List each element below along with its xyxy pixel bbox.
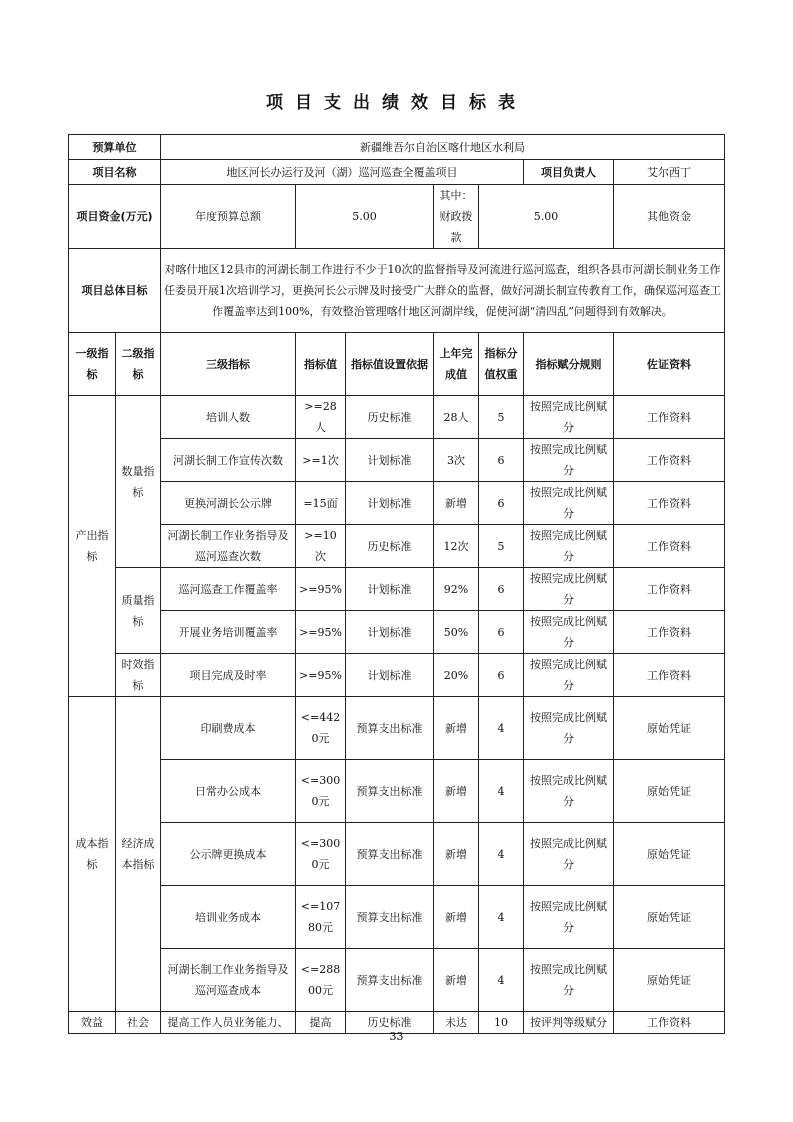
page-number: 33 <box>389 1030 404 1043</box>
indicator-name: 河湖长制工作业务指导及巡河巡查成本 <box>161 949 296 1012</box>
fiscal-funds-value: 5.00 <box>479 185 614 249</box>
indicator-last: 新增 <box>434 697 479 760</box>
indicator-evidence: 工作资料 <box>614 439 725 482</box>
annual-budget-label: 年度预算总额 <box>161 185 296 249</box>
indicator-basis: 历史标准 <box>346 525 434 568</box>
table-row <box>69 525 725 568</box>
indicator-last: 新增 <box>434 949 479 1012</box>
indicator-last: 未达 <box>434 1012 479 1034</box>
indicator-rule: 按照完成比例赋分 <box>524 654 614 697</box>
table-row <box>69 823 725 886</box>
page-title: 项目支出绩效目标表 <box>266 93 527 113</box>
indicator-evidence: 工作资料 <box>614 611 725 654</box>
indicator-value: =15面 <box>296 482 346 525</box>
budget-unit-label: 预算单位 <box>69 135 161 160</box>
table-row <box>69 654 725 697</box>
indicator-weight: 5 <box>479 396 524 439</box>
header-basis: 指标值设置依据 <box>346 333 434 396</box>
other-funds-label: 其他资金 <box>614 185 725 249</box>
overall-goal-label: 项目总体目标 <box>69 249 161 333</box>
indicator-rule: 按照完成比例赋分 <box>524 396 614 439</box>
indicator-basis: 计划标准 <box>346 482 434 525</box>
level2-cell: 经济成本指标 <box>116 697 161 1012</box>
indicator-evidence: 工作资料 <box>614 568 725 611</box>
indicator-basis: 计划标准 <box>346 568 434 611</box>
indicator-value: <=10780元 <box>296 886 346 949</box>
indicator-name: 公示牌更换成本 <box>161 823 296 886</box>
indicator-rule: 按照完成比例赋分 <box>524 949 614 1012</box>
indicator-basis: 计划标准 <box>346 654 434 697</box>
indicator-rule: 按照完成比例赋分 <box>524 697 614 760</box>
indicator-rule: 按评判等级赋分 <box>524 1012 614 1034</box>
indicator-last: 92% <box>434 568 479 611</box>
header-evidence: 佐证资料 <box>614 333 725 396</box>
header-last-year: 上年完成值 <box>434 333 479 396</box>
indicator-evidence: 原始凭证 <box>614 823 725 886</box>
indicator-evidence: 原始凭证 <box>614 697 725 760</box>
budget-unit-value: 新疆维吾尔自治区喀什地区水利局 <box>161 135 725 160</box>
level2-cell: 数量指标 <box>116 396 161 568</box>
indicator-evidence: 工作资料 <box>614 1012 725 1034</box>
indicator-evidence: 工作资料 <box>614 654 725 697</box>
indicator-last: 20% <box>434 654 479 697</box>
indicator-basis: 预算支出标准 <box>346 760 434 823</box>
indicator-evidence: 工作资料 <box>614 396 725 439</box>
indicator-evidence: 工作资料 <box>614 482 725 525</box>
header-value: 指标值 <box>296 333 346 396</box>
indicator-rule: 按照完成比例赋分 <box>524 568 614 611</box>
header-level3: 三级指标 <box>161 333 296 396</box>
level2-cell: 质量指标 <box>116 568 161 654</box>
table-row <box>69 482 725 525</box>
indicator-basis: 历史标准 <box>346 396 434 439</box>
indicator-evidence: 原始凭证 <box>614 886 725 949</box>
indicator-weight: 6 <box>479 654 524 697</box>
annual-budget-value: 5.00 <box>296 185 434 249</box>
table-row <box>69 396 725 439</box>
indicator-weight: 4 <box>479 823 524 886</box>
indicator-name: 培训业务成本 <box>161 886 296 949</box>
indicator-evidence: 原始凭证 <box>614 760 725 823</box>
indicator-last: 新增 <box>434 482 479 525</box>
table-row <box>69 611 725 654</box>
level1-cell: 效益 <box>69 1012 116 1034</box>
level1-cell: 产出指标 <box>69 396 116 697</box>
indicator-last: 新增 <box>434 823 479 886</box>
indicator-basis: 预算支出标准 <box>346 697 434 760</box>
indicator-rule: 按照完成比例赋分 <box>524 886 614 949</box>
indicator-value: >=1次 <box>296 439 346 482</box>
level2-cell: 社会 <box>116 1012 161 1034</box>
indicator-weight: 4 <box>479 697 524 760</box>
indicator-evidence: 工作资料 <box>614 525 725 568</box>
table-row <box>69 886 725 949</box>
indicator-name: 日常办公成本 <box>161 760 296 823</box>
indicator-weight: 6 <box>479 568 524 611</box>
indicator-evidence: 原始凭证 <box>614 949 725 1012</box>
project-funds-label: 项目资金(万元) <box>69 185 161 249</box>
indicator-last: 12次 <box>434 525 479 568</box>
indicator-value: >=95% <box>296 611 346 654</box>
indicator-rule: 按照完成比例赋分 <box>524 439 614 482</box>
table-row <box>69 697 725 760</box>
level2-cell: 时效指标 <box>116 654 161 697</box>
table-row <box>69 760 725 823</box>
indicator-weight: 4 <box>479 949 524 1012</box>
indicator-value: <=28800元 <box>296 949 346 1012</box>
indicator-value: <=4420元 <box>296 697 346 760</box>
indicator-name: 更换河湖长公示牌 <box>161 482 296 525</box>
indicator-weight: 6 <box>479 482 524 525</box>
project-name-label: 项目名称 <box>69 160 161 185</box>
fiscal-funds-label: 其中：财政拨款 <box>434 185 479 249</box>
indicator-weight: 10 <box>479 1012 524 1034</box>
indicator-value: <=3000元 <box>296 823 346 886</box>
indicator-rule: 按照完成比例赋分 <box>524 823 614 886</box>
indicator-basis: 预算支出标准 <box>346 949 434 1012</box>
indicator-value: >=10次 <box>296 525 346 568</box>
indicator-basis: 历史标准 <box>346 1012 434 1034</box>
header-rule: 指标赋分规则 <box>524 333 614 396</box>
indicator-name: 河湖长制工作业务指导及巡河巡查次数 <box>161 525 296 568</box>
indicator-name: 河湖长制工作宣传次数 <box>161 439 296 482</box>
indicator-rule: 按照完成比例赋分 <box>524 525 614 568</box>
indicator-rule: 按照完成比例赋分 <box>524 760 614 823</box>
table-row <box>69 439 725 482</box>
indicator-last: 28人 <box>434 396 479 439</box>
indicator-basis: 预算支出标准 <box>346 886 434 949</box>
indicator-weight: 5 <box>479 525 524 568</box>
indicator-value: >=28人 <box>296 396 346 439</box>
indicator-name: 开展业务培训覆盖率 <box>161 611 296 654</box>
indicator-basis: 预算支出标准 <box>346 823 434 886</box>
indicator-weight: 4 <box>479 886 524 949</box>
project-leader-label: 项目负责人 <box>524 160 614 185</box>
header-level2: 二级指标 <box>116 333 161 396</box>
indicator-value: >=95% <box>296 568 346 611</box>
indicator-name: 培训人数 <box>161 396 296 439</box>
overall-goal-text: 对喀什地区12县市的河湖长制工作进行不少于10次的监督指导及河流进行巡河巡查，组织各县市河湖长制业务工作任委员开展1次培训学习，更换河长公示牌及时接受广大群众的监督，做好河湖长制宣传教育工作，确保巡河巡查工作覆盖率达到100%，有效整治管理喀什地区河湖岸线，促使河湖“清四乱”问题得到有效解决。 <box>161 249 725 333</box>
table-row <box>69 568 725 611</box>
project-name-value: 地区河长办运行及河（湖）巡河巡查全覆盖项目 <box>161 160 524 185</box>
indicator-value: <=3000元 <box>296 760 346 823</box>
indicator-weight: 6 <box>479 611 524 654</box>
performance-target-table <box>68 134 725 1034</box>
indicator-last: 新增 <box>434 760 479 823</box>
indicator-rule: 按照完成比例赋分 <box>524 482 614 525</box>
indicator-name: 提高工作人员业务能力、 <box>161 1012 296 1034</box>
indicator-last: 新增 <box>434 886 479 949</box>
table-row <box>69 949 725 1012</box>
indicator-weight: 4 <box>479 760 524 823</box>
indicator-weight: 6 <box>479 439 524 482</box>
indicator-last: 3次 <box>434 439 479 482</box>
project-leader-value: 艾尔西丁 <box>614 160 725 185</box>
indicator-name: 项目完成及时率 <box>161 654 296 697</box>
indicator-last: 50% <box>434 611 479 654</box>
header-level1: 一级指标 <box>69 333 116 396</box>
header-weight: 指标分值权重 <box>479 333 524 396</box>
indicator-rule: 按照完成比例赋分 <box>524 611 614 654</box>
indicator-name: 印刷费成本 <box>161 697 296 760</box>
indicator-value: 提高 <box>296 1012 346 1034</box>
level1-cell: 成本指标 <box>69 697 116 1012</box>
indicator-value: >=95% <box>296 654 346 697</box>
indicator-basis: 计划标准 <box>346 439 434 482</box>
indicator-basis: 计划标准 <box>346 611 434 654</box>
indicator-name: 巡河巡查工作覆盖率 <box>161 568 296 611</box>
